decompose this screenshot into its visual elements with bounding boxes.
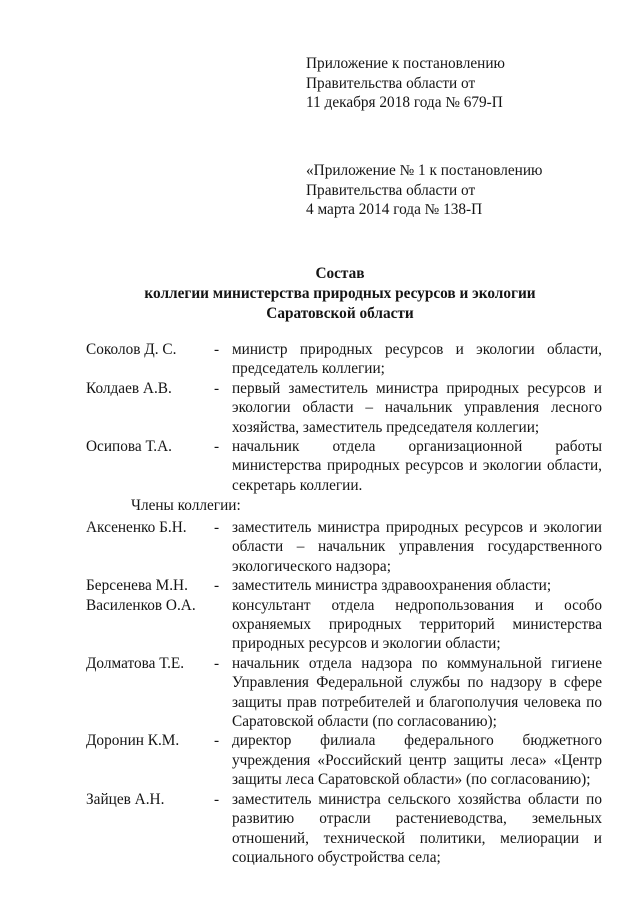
member-dash: - [214,379,220,397]
attachment-note-line: Приложение к постановлению [306,55,505,72]
member-name: Осипова Т.А. [86,438,172,456]
member-name: Долматова Т.Е. [86,654,185,672]
attachment-note-line: «Приложение № 1 к постановлению [306,162,543,179]
title-line: Состав [315,265,365,282]
member-role: начальник отдела надзора по коммунальной гигиене Управления Федеральной службы по надзору в сфере защиты прав потребителей и благополучия человека по Саратовской области (по согласованию); [232,654,602,731]
title-line: коллегии министерства природных ресурсов и экологии [144,285,536,302]
member-row [86,518,602,576]
member-role: министр природных ресурсов и экологии области, председатель коллегии; [232,341,602,378]
attachment-note-line: Правительства области от [306,181,476,199]
member-name: Доронин К.М. [86,732,180,750]
attachment-note-1 [306,54,505,113]
member-row [86,731,602,789]
member-row [86,790,602,868]
attachment-note-line: 11 декабря 2018 года № 679-П [306,94,503,111]
member-role: заместитель министра здравоохранения области; [232,577,552,595]
attachment-note-line: Правительства области от [306,74,476,92]
member-role: консультант отдела недропользования и особо охраняемых природных территорий министерства природных ресурсов и экологии области; [232,596,602,653]
member-name: Зайцев А.Н. [86,790,165,808]
member-row [86,576,602,595]
member-role: первый заместитель министра природных ресурсов и экологии области – начальник управления лесного хозяйства, заместитель председателя коллегии; [232,379,602,436]
member-row [86,340,602,379]
member-dash: - [214,732,220,750]
attachment-note-line: 4 марта 2014 года № 138-П [306,201,483,218]
member-dash: - [214,341,220,358]
member-role: заместитель министра природных ресурсов и экологии области – начальник управления государственного экологического надзора; [232,519,602,575]
member-name: Колдаев А.В. [86,379,172,397]
document-title [60,264,620,324]
member-role: заместитель министра сельского хозяйства области по развитию отрасли растениеводства, земельных отношений, технической политики, мелиорации и социального обустройства села; [232,790,602,866]
member-dash: - [214,438,220,456]
member-name: Василенков О.А. [86,596,196,614]
member-name: Соколов Д. С. [86,341,177,358]
member-row [86,379,602,437]
member-name: Аксененко Б.Н. [86,519,187,536]
member-role: начальник отдела организационной работы министерства природных ресурсов и экологии области, секретарь коллегии. [232,438,602,494]
member-name: Берсенева М.Н. [86,577,188,595]
attachment-note-2 [306,161,542,220]
leadership-list [86,340,602,495]
member-role: директор филиала федерального бюджетного учреждения «Российский центр защиты леса» «Центр защиты леса Саратовской области» (по согласованию); [232,732,602,789]
members-list [86,518,602,867]
member-dash: - [214,654,220,672]
member-dash [214,596,232,654]
member-dash: - [214,519,220,536]
members-heading: Члены коллегии: [131,497,241,514]
member-row [86,437,602,495]
member-dash: - [214,577,220,595]
member-row [86,596,602,654]
member-dash: - [214,790,220,808]
title-line: Саратовской области [266,305,414,322]
member-row [86,654,602,732]
